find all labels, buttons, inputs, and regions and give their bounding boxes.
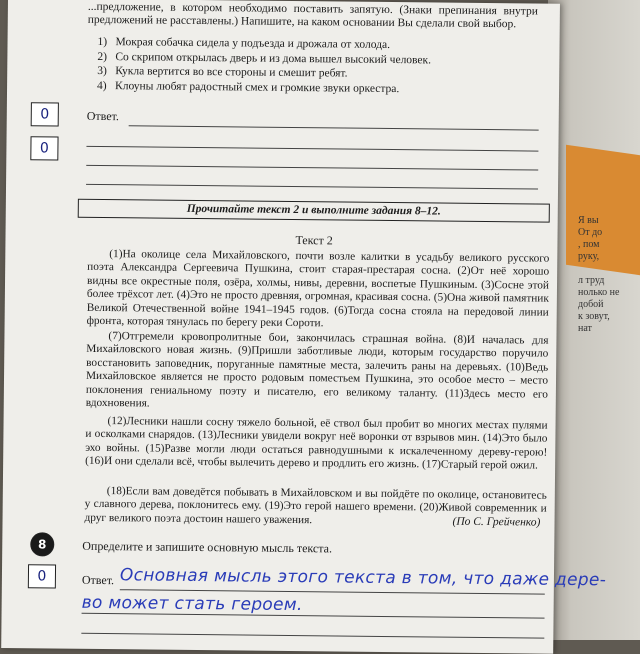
background-side-text: Я вы От до , пом руку, л труд нолько не добой к зовут, нат <box>578 215 620 334</box>
task7-options <box>97 35 538 98</box>
option-2: 2) Со скрипом открылась дверь и из дома вышел высокий человек. <box>97 50 432 66</box>
handwritten-answer-line-1: Основная мысль этого текста в том, что даже дере- <box>119 565 607 591</box>
text2-author: (По С. Грейченко) <box>452 515 541 529</box>
task7-answer-label: Ответ. <box>86 108 120 124</box>
answer-line[interactable] <box>82 613 545 619</box>
task7-intro: ...предложение, в котором необходимо поставить запятую. (Знаки препинания внутри предложений не расставлены.) Напишите, на каком основании Вы сделали свой выбор. <box>87 0 538 31</box>
task8-question: Определите и запишите основную мысль текста. <box>82 538 333 556</box>
handwritten-answer-line-2: во может стать героем. <box>81 592 303 616</box>
score-box-1: 0 <box>31 102 59 126</box>
text2-paragraph-3: (12)Лесники нашли сосну тяжело больной, её ствол был пробит во многих местах пулями и осколками снарядов. (13)Лесники увидели вокруг неё воронки от взрывов мин. (14)Это было эхо войны. (15)Разве могли люди остаться равнодушными к искалеченному дереву-герою! (16)И они сделали всё, чтобы вылечить дерево и продлить его жизнь. (17)Старый герой ожил. <box>85 415 548 472</box>
option-4: 4) Клоуны любят радостный смех и громкие звуки оркестра. <box>97 79 400 95</box>
text2-paragraph-1: (1)На околице села Михайловского, почти возле калитки в усадьбу великого русского поэта Александра Сергеевича Пушкина, стоит старая-престарая сосна. (2)От неё хорошо видны все окрестные поля, озёра, холмы, нивы, деревни, воспетые Пушкиным. (3)Сосне этой более трёхсот лет. (4)Это не просто древняя, огромная, красивая сосна. (5)Она живой памятник Великой Отечественной войне 1941–1945 годов. (6)Тогда сосна стояла на передовой линии фронта, которая тянулась по берегу реки Сороти. <box>86 248 550 330</box>
answer-line[interactable] <box>86 184 538 190</box>
answer-line[interactable] <box>81 633 544 639</box>
task8-number: 8 <box>30 532 54 556</box>
score-box-3: 0 <box>28 564 56 588</box>
text2-title: Текст 2 <box>295 233 333 248</box>
background-book <box>548 0 640 640</box>
task8-answer-label: Ответ. <box>81 572 115 588</box>
answer-line[interactable] <box>86 165 538 171</box>
answer-line[interactable] <box>86 146 538 152</box>
text2-paragraph-4: (18)Если вам доведётся побывать в Михайловском и вы пойдёте по околице, остановитесь у славного дерева, поклонитесь ему. (19)Это герой нашего времени. (20)Живой современник и друг великого поэта достоин нашего уважения. <box>84 485 547 527</box>
text2-paragraph-2: (7)Отгремели кровопролитные бои, закончилась страшная война. (8)И началась для Михайловского новая жизнь. (9)Пришли заботливые люди, которым государство поручило восстановить заповедник, поруганные памятные места, залечить раны на деревьях. (10)Ведь Михайловское является не просто родовым поместьем Пушкина, это особое место – место поклонения гениальному поэту и писателю, его великому таланту. (11)Здесь место его вдохновения. <box>85 330 549 410</box>
score-box-2: 0 <box>30 136 58 160</box>
option-3: 3) Кукла вертится во все стороны и смешит ребят. <box>97 64 348 80</box>
option-1: 1) Мокрая собачка сидела у подъезда и дрожала от холода. <box>97 35 391 52</box>
instruction-banner: Прочитайте текст 2 и выполните задания 8–12. <box>78 199 550 223</box>
answer-line[interactable] <box>129 125 539 130</box>
